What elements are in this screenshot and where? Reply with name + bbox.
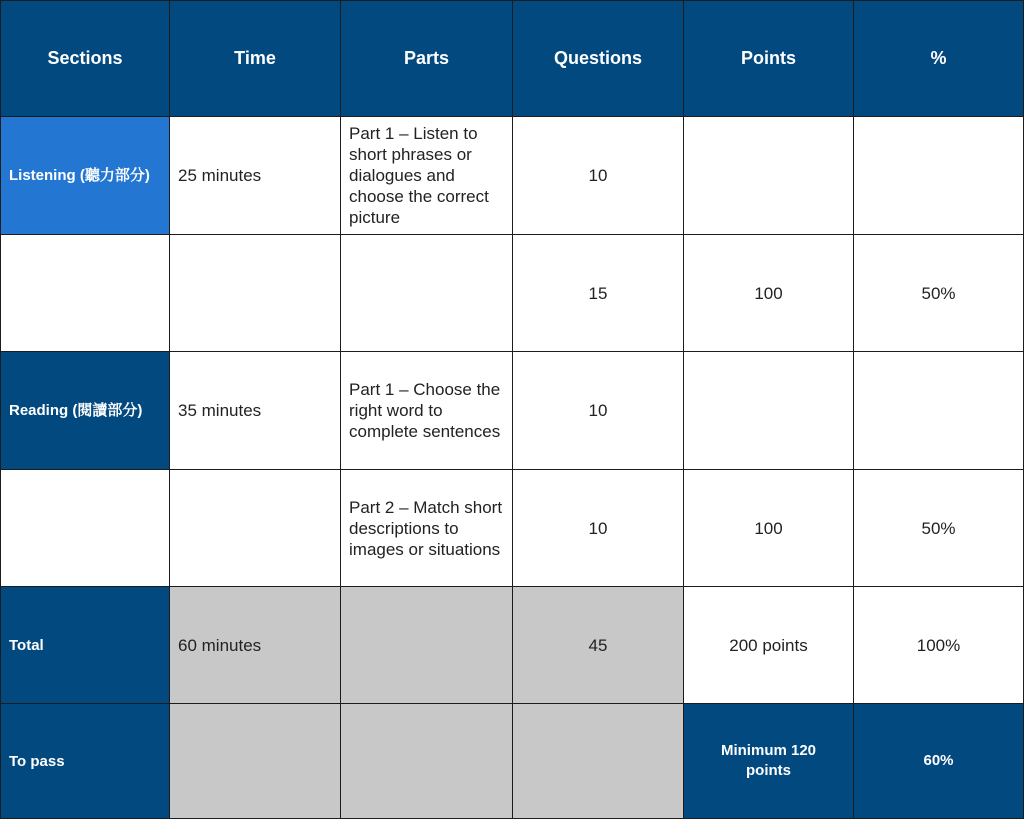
percent-listening: 50%	[854, 235, 1024, 352]
section-to-pass: To pass	[0, 704, 170, 819]
time-reading: 35 minutes	[170, 352, 341, 470]
points-reading: 100	[684, 470, 854, 587]
points-reading-part1	[684, 352, 854, 470]
points-to-pass	[684, 704, 854, 819]
header-percent: %	[854, 0, 1024, 117]
section-reading-cont	[0, 470, 170, 587]
time-reading-cont	[170, 470, 341, 587]
parts-text: Part 1 – Listen to short phrases or dialogues and choose the correct picture	[349, 124, 489, 227]
section-reading: Reading (閱讀部分)	[0, 352, 170, 470]
questions-total: 45	[513, 587, 684, 704]
percent-reading-part1	[854, 352, 1024, 470]
time-to-pass	[170, 704, 341, 819]
percent-total: 100%	[854, 587, 1024, 704]
parts-reading-part1	[341, 352, 513, 470]
parts-listening-cont	[341, 235, 513, 352]
parts-text: Part 2 – Match short descriptions to images or situations	[349, 497, 503, 559]
parts-reading-part2	[341, 470, 513, 587]
points-listening-part1	[684, 117, 854, 235]
section-listening: Listening (聽力部分)	[0, 117, 170, 235]
header-questions: Questions	[513, 0, 684, 117]
percent-to-pass: 60%	[854, 704, 1024, 819]
questions-reading-part2: 10	[513, 470, 684, 587]
parts-listening-part1	[341, 117, 513, 235]
min-points-text: Minimum 120 points	[720, 742, 817, 779]
header-sections: Sections	[0, 0, 170, 117]
questions-to-pass	[513, 704, 684, 819]
points-listening: 100	[684, 235, 854, 352]
parts-total	[341, 587, 513, 704]
percent-listening-part1	[854, 117, 1024, 235]
questions-listening-part1: 10	[513, 117, 684, 235]
points-total: 200 points	[684, 587, 854, 704]
section-total: Total	[0, 587, 170, 704]
questions-listening-cont: 15	[513, 235, 684, 352]
time-total: 60 minutes	[170, 587, 341, 704]
section-listening-cont	[0, 235, 170, 352]
header-parts: Parts	[341, 0, 513, 117]
header-time: Time	[170, 0, 341, 117]
header-points: Points	[684, 0, 854, 117]
percent-reading: 50%	[854, 470, 1024, 587]
time-listening-cont	[170, 235, 341, 352]
parts-to-pass	[341, 704, 513, 819]
time-listening: 25 minutes	[170, 117, 341, 235]
parts-text: Part 1 – Choose the right word to complete sentences	[349, 380, 501, 441]
questions-reading-part1: 10	[513, 352, 684, 470]
